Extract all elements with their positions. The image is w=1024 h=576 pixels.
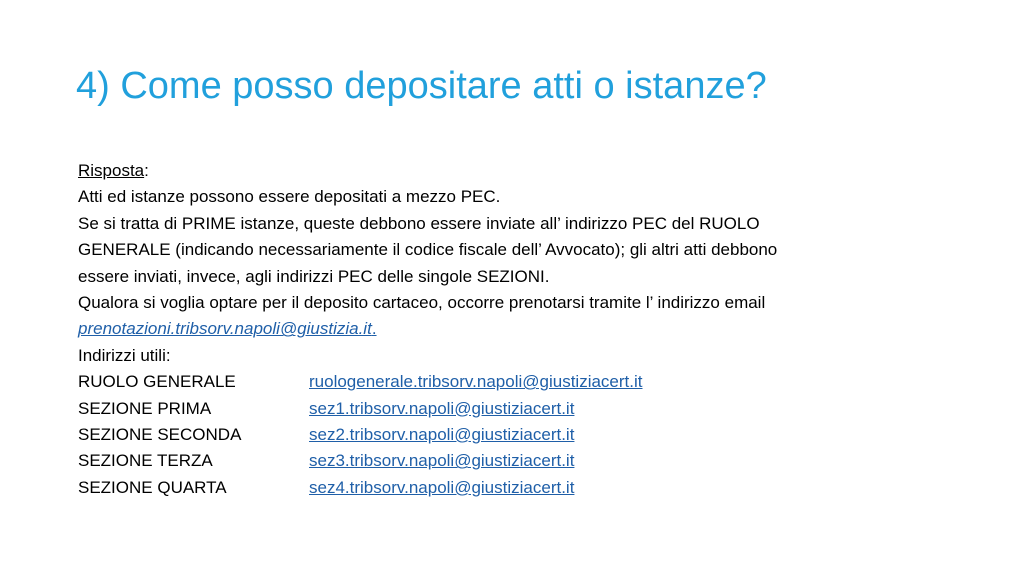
address-row-sezione-terza [78, 448, 978, 474]
useful-addresses-heading: Indirizzi utili: [78, 345, 171, 365]
answer-line-4: essere inviati, invece, agli indirizzi PEC delle singole SEZIONI. [78, 266, 550, 286]
address-row-sezione-seconda [78, 422, 978, 448]
address-row-sezione-prima [78, 396, 978, 422]
slide-title: 4) Come posso depositare atti o istanze? [76, 65, 767, 107]
address-label: RUOLO GENERALE [78, 372, 236, 392]
answer-heading-colon: : [144, 161, 149, 180]
answer-line-5: Qualora si voglia optare per il deposito cartaceo, occorre prenotarsi tramite l’ indirizzo email [78, 292, 766, 312]
address-email-link[interactable]: sez3.tribsorv.napoli@giustiziacert.it [309, 451, 575, 471]
answer-line-2: Se si tratta di PRIME istanze, queste debbono essere inviate all’ indirizzo PEC del RUOLO [78, 213, 760, 233]
answer-line-3: GENERALE (indicando necessariamente il codice fiscale dell’ Avvocato); gli altri atti debbono [78, 240, 778, 260]
answer-line-1: Atti ed istanze possono essere depositati a mezzo PEC. [78, 187, 501, 207]
booking-email-period: . [371, 319, 377, 339]
answer-heading: Risposta [78, 161, 145, 180]
booking-email-link[interactable]: prenotazioni.tribsorv.napoli@giustizia.it [78, 319, 372, 339]
booking-email-line [78, 316, 978, 342]
address-row-sezione-quarta [78, 475, 978, 501]
address-email-link[interactable]: sez2.tribsorv.napoli@giustiziacert.it [309, 424, 575, 444]
address-email-link[interactable]: ruologenerale.tribsorv.napoli@giustiziacert.it [309, 372, 643, 392]
address-email-link[interactable]: sez1.tribsorv.napoli@giustiziacert.it [309, 398, 575, 418]
address-label: SEZIONE QUARTA [78, 477, 227, 497]
address-row-ruolo-generale [78, 369, 978, 395]
answer-heading-line [78, 158, 978, 184]
address-label: SEZIONE SECONDA [78, 424, 242, 444]
address-label: SEZIONE TERZA [78, 451, 213, 471]
address-label: SEZIONE PRIMA [78, 398, 212, 418]
address-email-link[interactable]: sez4.tribsorv.napoli@giustiziacert.it [309, 477, 575, 497]
answer-body [78, 158, 978, 501]
